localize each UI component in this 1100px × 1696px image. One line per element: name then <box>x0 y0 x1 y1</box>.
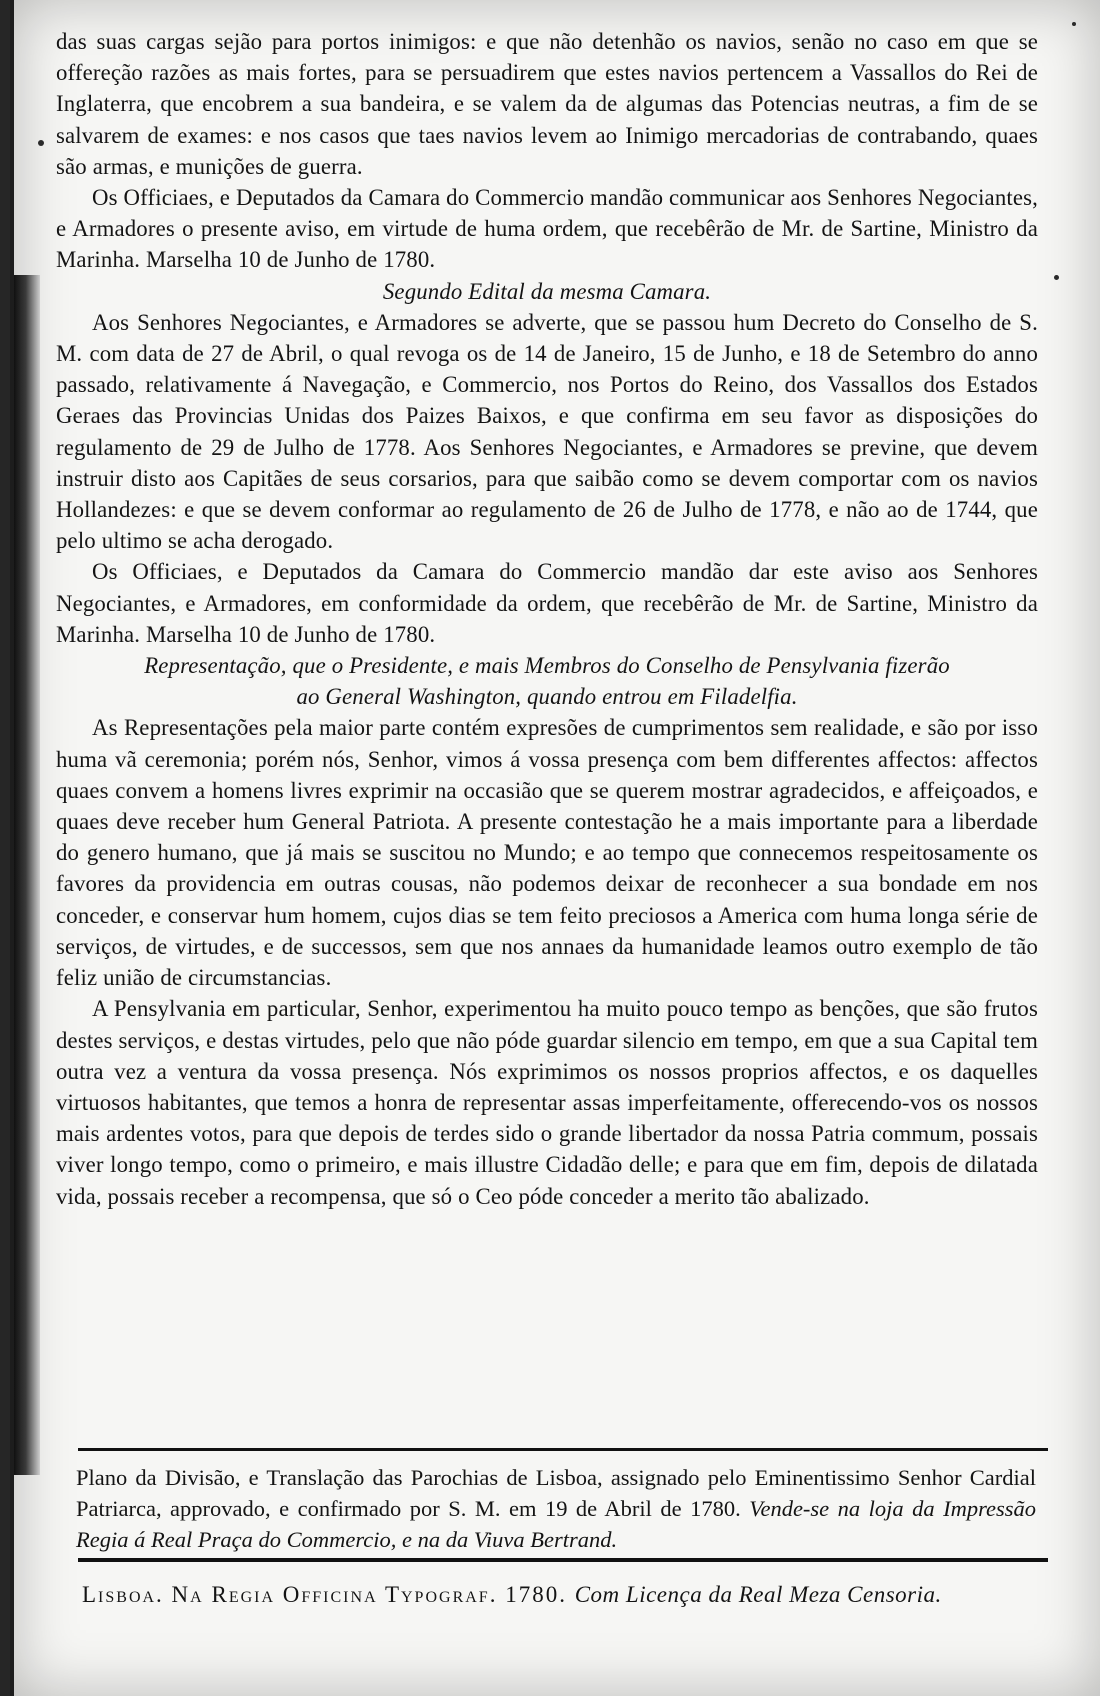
paragraph-notice-1: Os Officiaes, e Deputados da Camara do Commercio mandão communicar aos Senhores Negociantes, e Armadores o presente aviso, em virtude de huma ordem, que recebêrão de Mr. de Sartine, Ministro da Marinha. Marselha 10 de Junho de 1780. <box>56 185 1038 273</box>
ink-speck <box>1072 22 1076 26</box>
edital-heading: Segundo Edital da mesma Camara. <box>382 278 712 304</box>
sale-notice-text: Plano da Divisão, e Translação das Parochias de Lisboa, assignado pelo Eminentissimo Senhor Cardial Patriarca, approvado, e confirmado por S. M. em 19 de Abril de 1780. <box>76 1465 1036 1521</box>
representation-heading-line-1: Representação, que o Presidente, e mais Membros do Conselho de Pensylvania fizerão <box>144 653 950 679</box>
paragraph-notice-2: Os Officiaes, e Deputados da Camara do Commercio mandão dar este aviso aos Senhores Negociantes, e Armadores, em conformidade da ordem, que recebêrão de Mr. de Sartine, Ministro da Marinha. Marselha 10 de Junho de 1780. <box>56 559 1038 647</box>
paragraph-continuation: das suas cargas sejão para portos inimigos: e que não detenhão os navios, senão no caso em que se offereção razões as mais fortes, para se persuadirem que estes navios pertencem a Vassallos do Rei de Inglaterra, que encobrem a sua bandeira, e se valem da de algumas das Potencias neutras, a fim de se salvarem de exames: e nos casos que taes navios levem ao Inimigo mercadorias de contrabando, quaes são armas, e munições de guerra. <box>56 29 1038 179</box>
representation-heading-line-2: ao General Washington, quando entrou em Filadelfia. <box>296 684 798 710</box>
ink-speck <box>1054 275 1059 280</box>
divider-rule <box>78 1448 1048 1451</box>
article-body <box>56 26 1038 1212</box>
imprint-printer: Lisboa. Na Regia Officina Typograf. 1780. <box>82 1582 567 1607</box>
divider-rule-thick <box>78 1558 1048 1562</box>
sale-notice <box>76 1462 1036 1555</box>
imprint-license: Com Licença da Real Meza Censoria. <box>574 1582 942 1607</box>
paragraph-representation-1: As Representações pela maior parte contém expresões de cumprimentos sem realidade, e são por isso huma vã ceremonia; porém nós, Senhor, vimos á vossa presença com bem differentes affectos: affectos quaes convem a homens livres exprimir na occasião que se querem mostrar agradecidos, e affeiçoados, e quaes deve receber hum General Patriota. A presente contestação he a mais importante para a liberdade do genero humano, que já mais se suscitou no Mundo; e ao tempo que connecemos respeitosamente os favores da providencia em outras cousas, não podemos deixar de reconhecer a sua bondade em nos conceder, e conservar hum homem, cujos dias se tem feito preciosos a America com huma longa série de serviços, de virtudes, e de successos, sem que nos annaes da humanidade leamos outro exemplo de tão feliz união de circumstancias. <box>56 715 1038 991</box>
binding-shadow <box>14 275 40 1475</box>
imprint-line <box>82 1582 1042 1608</box>
paragraph-decree: Aos Senhores Negociantes, e Armadores se adverte, que se passou hum Decreto do Conselho de S. M. com data de 27 de Abril, o qual revoga os de 14 de Janeiro, 15 de Junho, e 18 de Setembro do anno passado, relativamente á Navegação, e Commercio, nos Portos do Reino, dos Vassallos dos Estados Geraes das Provincias Unidas dos Paizes Baixos, e que confirma em seu favor as disposições do regulamento de 29 de Julho de 1778. Aos Senhores Negociantes, e Armadores se previne, que devem instruir disto aos Capitães de seus corsarios, para que saibão como se devem comportar com os navios Hollandezes: e que se devem conformar ao regulamento de 26 de Julho de 1778, e não ao de 1744, que pelo ultimo se acha derogado. <box>56 309 1038 554</box>
representation-heading <box>56 650 1038 712</box>
ink-speck <box>38 140 44 146</box>
sale-notice-italic: Vende-se na loja da Impressão Regia á Real Praça do Commercio, e na da Viuva Bertrand. <box>76 1496 1036 1552</box>
scan-edge <box>0 0 10 1696</box>
paragraph-representation-2: A Pensylvania em particular, Senhor, experimentou ha muito pouco tempo as benções, que são frutos destes serviços, e destas virtudes, pelo que não póde guardar silencio em tempo, em que a sua Capital tem outra vez a ventura da vossa presença. Nós exprimimos os nossos proprios affectos, e os daquelles virtuosos habitantes, que temos a honra de representar assas imperfeitamente, offerecendo-vos os nossos mais ardentes votos, para que depois de terdes sido o grande libertador da nossa Patria commum, possais viver longo tempo, como o primeiro, e mais illustre Cidadão delle; e para que em fim, depois de dilatada vida, possais receber a recompensa, que só o Ceo póde conceder a merito tão abalizado. <box>56 996 1038 1209</box>
